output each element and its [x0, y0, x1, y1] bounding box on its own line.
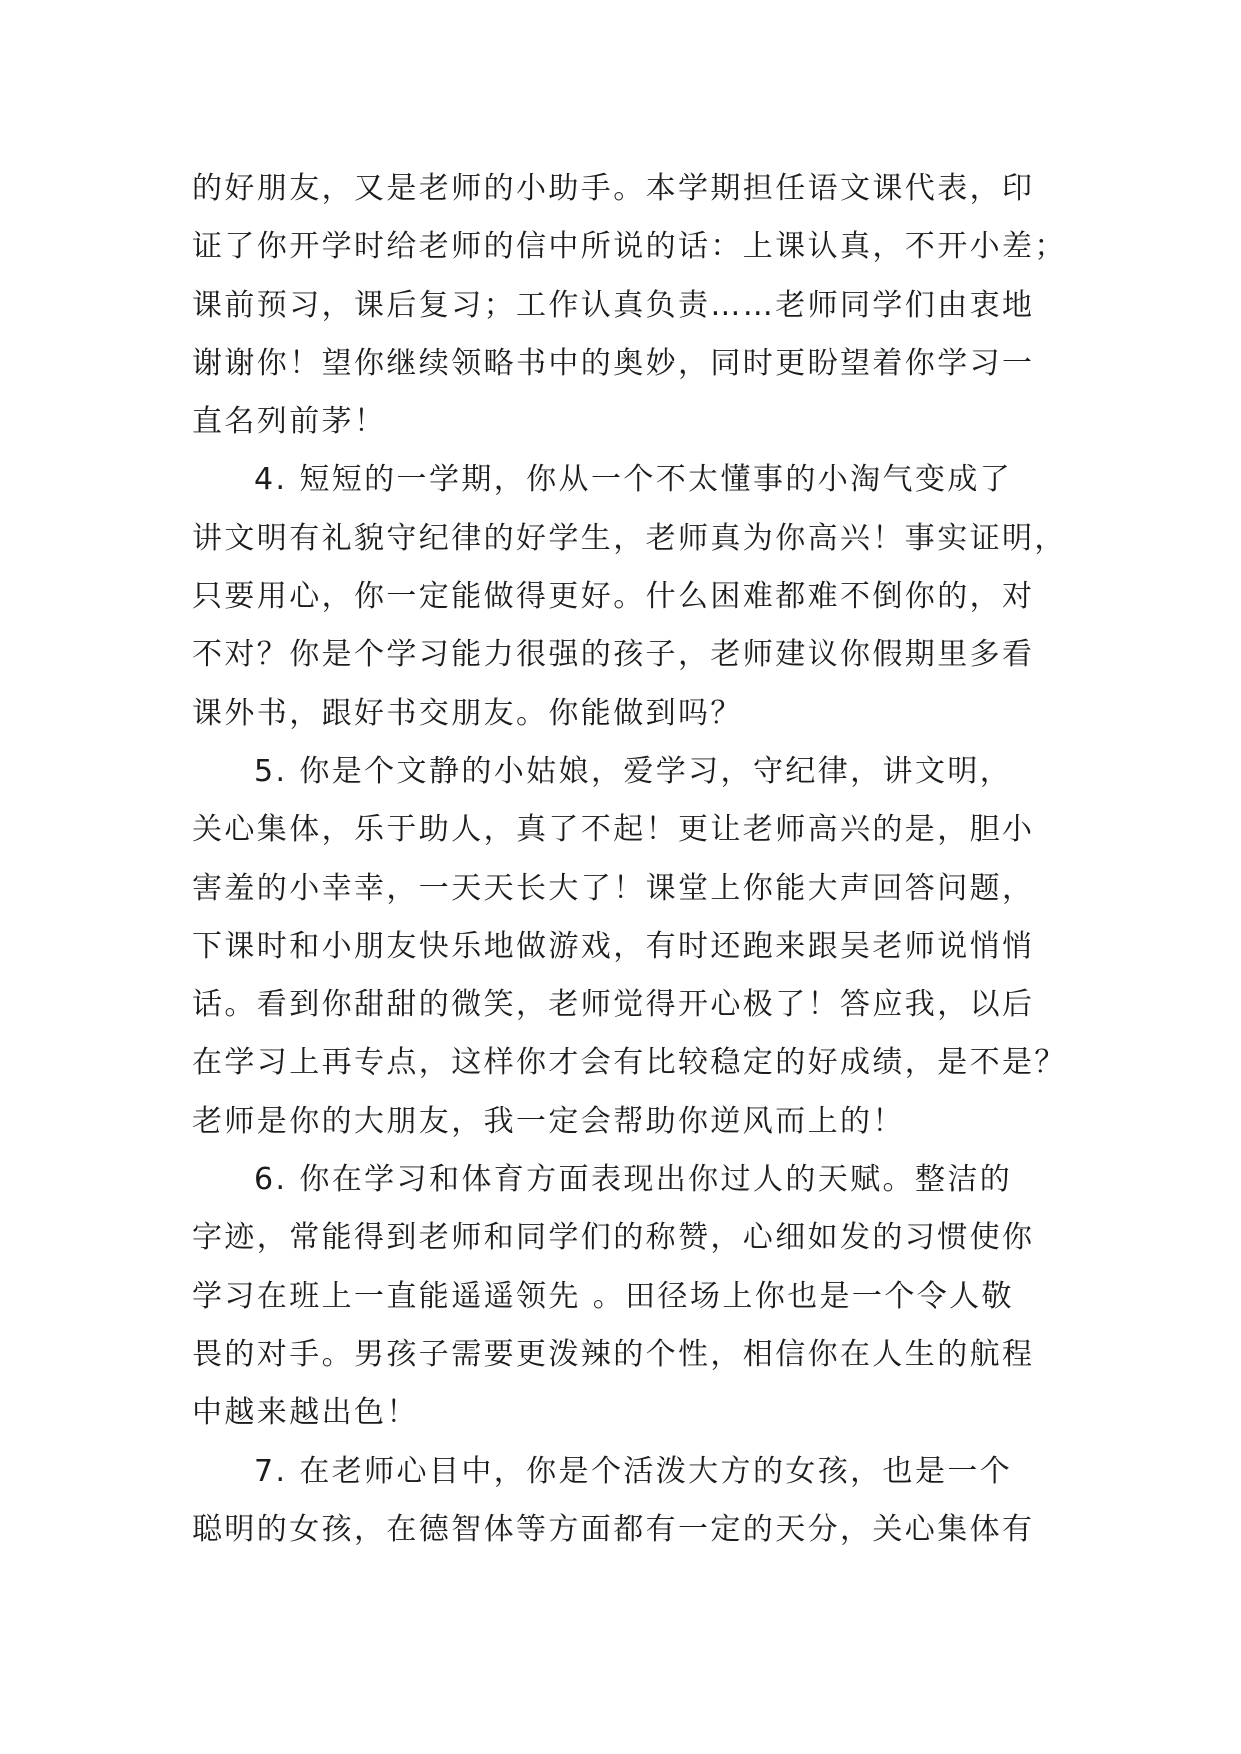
text-line: 中越来越出色！	[192, 1395, 419, 1431]
text-line: 关心集体，乐于助人，真了不起！更让老师高兴的是，胆小	[192, 812, 1035, 848]
text-line: 不对？你是个学习能力很强的孩子，老师建议你假期里多看	[192, 637, 1035, 673]
paragraph-4-start: 4. 短短的一学期，你从一个不太懂事的小淘气变成了	[254, 462, 1013, 498]
text-line: 下课时和小朋友快乐地做游戏，有时还跑来跟吴老师说悄悄	[192, 928, 1035, 964]
text-line: 课前预习，课后复习；工作认真负责……老师同学们由衷地	[192, 287, 1035, 323]
text-line: 课外书，跟好书交朋友。你能做到吗？	[192, 695, 743, 731]
text-line: 老师是你的大朋友，我一定会帮助你逆风而上的！	[192, 1103, 905, 1139]
text-line: 讲文明有礼貌守纪律的好学生，老师真为你高兴！事实证明，	[192, 520, 1067, 556]
text-line: 的好朋友，又是老师的小助手。本学期担任语文课代表，印	[192, 171, 1035, 206]
paragraph-7-start: 7. 在老师心目中，你是个活泼大方的女孩，也是一个	[254, 1453, 1013, 1489]
text-line: 证了你开学时给老师的信中所说的话：上课认真，不开小差；	[192, 229, 1067, 265]
text-line: 聪明的女孩，在德智体等方面都有一定的天分，关心集体有	[192, 1511, 1035, 1547]
document-body	[192, 160, 1067, 1559]
text-line: 字迹，常能得到老师和同学们的称赞，心细如发的习惯使你	[192, 1220, 1035, 1256]
text-line: 害羞的小幸幸，一天天长大了！课堂上你能大声回答问题，	[192, 870, 1035, 906]
text-line: 直名列前茅！	[192, 404, 387, 440]
text-line: 畏的对手。男孩子需要更泼辣的个性，相信你在人生的航程	[192, 1336, 1035, 1372]
text-line: 在学习上再专点，这样你才会有比较稳定的好成绩，是不是？	[192, 1045, 1067, 1081]
text-line: 只要用心，你一定能做得更好。什么困难都难不倒你的，对	[192, 579, 1035, 615]
text-line: 学习在班上一直能遥遥领先 。田径场上你也是一个令人敬	[192, 1278, 1014, 1314]
paragraph-5-start: 5. 你是个文静的小姑娘，爱学习，守纪律，讲文明，	[254, 753, 1013, 789]
text-line: 谢谢你！望你继续领略书中的奥妙，同时更盼望着你学习一	[192, 345, 1035, 381]
text-line: 话。看到你甜甜的微笑，老师觉得开心极了！答应我，以后	[192, 987, 1035, 1023]
paragraph-6-start: 6. 你在学习和体育方面表现出你过人的天赋。整洁的	[254, 1162, 1013, 1198]
